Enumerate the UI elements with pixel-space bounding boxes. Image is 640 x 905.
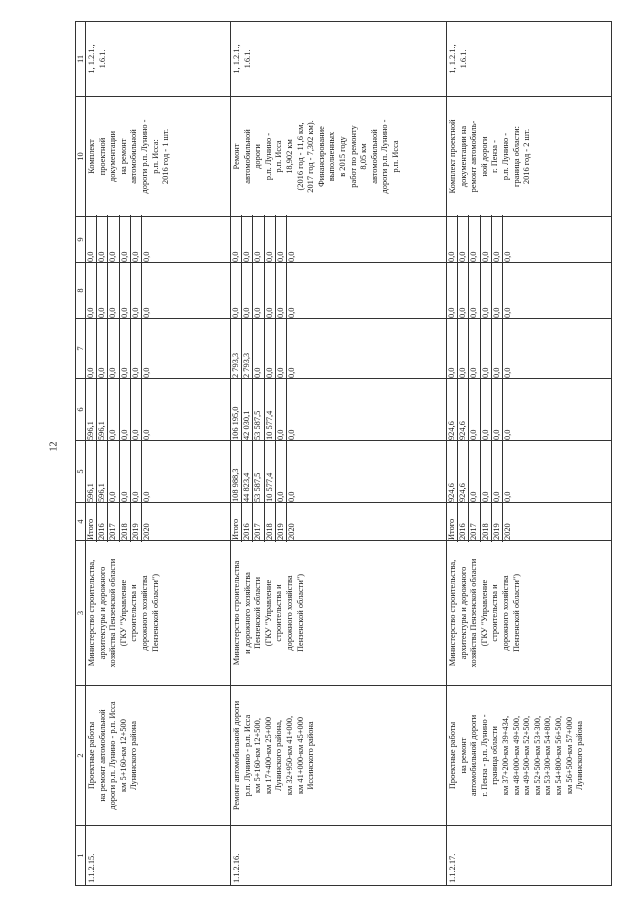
- expected-result-line: 2017 год - 7,302 км).: [306, 120, 316, 193]
- federal-budget-value: 0,0: [502, 367, 512, 378]
- local-budget-value: 0,0: [276, 261, 287, 320]
- executor-line: архитектуры и дорожного: [458, 566, 468, 660]
- executor-line: (ГКУ "Управление: [118, 579, 128, 647]
- federal-budget: [86, 319, 231, 379]
- federal-budget-value: 0,0: [253, 317, 264, 380]
- expected-result-line: документации на: [458, 125, 468, 188]
- measure-name-line: км 41+000-км 45+000: [295, 716, 305, 795]
- year-list-value: 2016: [97, 501, 108, 542]
- year-list-value: 2020: [286, 523, 296, 540]
- local-budget-value: 0,0: [120, 261, 131, 320]
- expected-result-line: дороги р.п. Лунино -: [139, 119, 149, 194]
- federal-budget-value: 0,0: [131, 317, 142, 380]
- year-list-value: 2020: [141, 523, 151, 540]
- total-funding-value: 0,0: [141, 491, 151, 502]
- year-list: [447, 503, 612, 541]
- executor: [447, 541, 612, 686]
- total-funding-value: 0,0: [131, 439, 142, 504]
- column-header: 4: [76, 503, 86, 541]
- indicator-links: [231, 22, 447, 97]
- measure-name-line: Лунинского района,: [274, 719, 284, 792]
- local-budget-value: 0,0: [108, 261, 119, 320]
- program-measures-table: [75, 21, 612, 886]
- total-funding-value: 924,6: [458, 439, 469, 504]
- expected-result-line: на ремонт: [118, 138, 128, 175]
- measure-name-line: Лунинского района: [129, 721, 139, 790]
- measure-name-line: км 5+160-км 12+500: [118, 719, 128, 792]
- year-list-value: 2017: [469, 501, 480, 542]
- local-budget: [231, 263, 447, 319]
- other-sources-value: 0,0: [469, 215, 480, 264]
- federal-budget-value: 0,0: [286, 367, 296, 378]
- year-list-value: 2019: [131, 501, 142, 542]
- executor: [231, 541, 447, 686]
- executor-line: (ГКУ "Управление: [479, 579, 489, 647]
- expected-result-line: 2016 год - 1 шт.: [161, 128, 171, 185]
- regional-budget-value: 0,0: [502, 429, 512, 440]
- other-sources-value: 0,0: [141, 251, 151, 262]
- expected-result-line: ной дороги: [479, 136, 489, 177]
- indicator-links-line: 1, 1.2.1.,: [232, 44, 241, 74]
- local-budget-value: 0,0: [481, 261, 492, 320]
- local-budget-value: 0,0: [242, 261, 253, 320]
- indicator-links-line: 1.6.1.: [242, 49, 252, 69]
- total-funding-value: 0,0: [481, 439, 492, 504]
- measure-name-line: км 56+500-км 57+000: [564, 716, 574, 795]
- total-funding: [447, 441, 612, 503]
- expected-result-line: р.п. Исса: [390, 140, 400, 173]
- other-sources: [86, 217, 231, 263]
- federal-budget-value: 0,0: [276, 317, 287, 380]
- other-sources: [447, 217, 612, 263]
- other-sources-value: 0,0: [242, 215, 253, 264]
- year-list-value: 2017: [253, 501, 264, 542]
- expected-result-line: дороги: [253, 144, 263, 169]
- executor-line: Министерство строительства,: [87, 559, 96, 667]
- regional-budget-value: 0,0: [481, 377, 492, 442]
- column-header: 1: [76, 826, 86, 886]
- regional-budget-value: 0,0: [492, 377, 503, 442]
- measure-name-line: на ремонт автомобильной: [97, 709, 107, 802]
- federal-budget-value: 2 793,3: [231, 317, 242, 380]
- column-header: 9: [76, 217, 86, 263]
- local-budget-value: 0,0: [253, 261, 264, 320]
- regional-budget: [86, 379, 231, 441]
- total-funding-value: 108 988,3: [231, 439, 242, 504]
- expected-result-line: Комплект: [87, 139, 96, 174]
- regional-budget-value: 42 030,1: [242, 377, 253, 442]
- expected-result-line: 18,902 км: [284, 139, 294, 174]
- expected-result-line: выполненных: [327, 131, 337, 182]
- local-budget-value: 0,0: [447, 261, 458, 320]
- federal-budget-value: 0,0: [458, 317, 469, 380]
- executor-line: Министерство строительства: [232, 560, 241, 666]
- expected-result-line: р.п. Лунино -: [500, 132, 510, 181]
- total-funding-value: 44 823,4: [242, 439, 253, 504]
- expected-result: [231, 97, 447, 217]
- year-list-value: 2020: [502, 523, 512, 540]
- expected-result-line: работ по ремонту: [348, 125, 358, 188]
- federal-budget-value: 0,0: [492, 317, 503, 380]
- other-sources-value: 0,0: [481, 215, 492, 264]
- regional-budget-value: 10 577,4: [265, 377, 276, 442]
- executor-line: Пензенской области"): [150, 573, 160, 653]
- indicator-links: [447, 22, 612, 97]
- column-header: 11: [76, 22, 86, 97]
- year-list-value: Итого: [447, 501, 458, 542]
- federal-budget-value: 0,0: [469, 317, 480, 380]
- regional-budget-value: 53 587,5: [253, 377, 264, 442]
- other-sources-value: 0,0: [447, 215, 458, 264]
- federal-budget-value: 0,0: [86, 317, 97, 380]
- measure-name-line: Проектные работы: [87, 721, 96, 790]
- column-header: 10: [76, 97, 86, 217]
- expected-result-line: в 2015 году: [337, 136, 347, 177]
- regional-budget-value: 106 195,0: [231, 377, 242, 442]
- year-list: [86, 503, 231, 541]
- total-funding-value: 596,1: [97, 439, 108, 504]
- measure-name-line: км 49+500-км 52+500,: [522, 715, 532, 796]
- federal-budget-value: 0,0: [265, 317, 276, 380]
- local-budget-value: 0,0: [469, 261, 480, 320]
- measure-name-line: км 32+950-км 41+000,: [284, 715, 294, 796]
- expected-result-line: дороги р.п. Лунино -: [380, 119, 390, 194]
- measure-name-line: км 54+800-км 56+500,: [553, 715, 563, 796]
- local-budget-value: 0,0: [502, 307, 512, 318]
- measure-name-line: р.п. Лунино - р.п. Исса: [242, 714, 252, 797]
- executor-line: дорожного хозяйства: [500, 575, 510, 651]
- rotated-table-frame: [75, 22, 621, 886]
- local-budget-value: 0,0: [131, 261, 142, 320]
- expected-result-line: (2016 год - 11,6 км,: [295, 122, 305, 191]
- indicator-links-line: 1, 1.2.1.,: [87, 44, 96, 74]
- regional-budget-value: 0,0: [108, 377, 119, 442]
- year-list-value: 2018: [265, 501, 276, 542]
- expected-result-line: Финансирование: [316, 126, 326, 187]
- other-sources-value: 0,0: [286, 251, 296, 262]
- local-budget: [447, 263, 612, 319]
- regional-budget-value: 0,0: [276, 377, 287, 442]
- expected-result-line: документации: [108, 131, 118, 182]
- local-budget-value: 0,0: [97, 261, 108, 320]
- executor: [86, 541, 231, 686]
- measure-name-line: на ремонт: [458, 737, 468, 774]
- measure-name-line: г. Пенза - р.п. Лунино -: [479, 714, 489, 797]
- expected-result-line: р.п. Исса: [274, 140, 284, 173]
- other-sources-value: 0,0: [131, 215, 142, 264]
- regional-budget-value: 0,0: [469, 377, 480, 442]
- column-header: 7: [76, 319, 86, 379]
- year-list-value: 2017: [108, 501, 119, 542]
- other-sources-value: 0,0: [86, 215, 97, 264]
- other-sources-value: 0,0: [108, 215, 119, 264]
- year-list-value: 2018: [120, 501, 131, 542]
- year-list-value: 2016: [242, 501, 253, 542]
- executor-line: строительства и: [490, 584, 500, 642]
- measure-name-line: км 37+200-км 39+434,: [500, 715, 510, 796]
- total-funding-value: 0,0: [286, 491, 296, 502]
- expected-result-line: Комплект проектной: [448, 119, 457, 194]
- measure-name-line: граница области: [490, 726, 500, 785]
- year-list-value: Итого: [86, 501, 97, 542]
- indicator-links-line: 1, 1.2.1.,: [448, 44, 457, 74]
- other-sources-value: 0,0: [120, 215, 131, 264]
- regional-budget-value: 0,0: [131, 377, 142, 442]
- other-sources-value: 0,0: [276, 215, 287, 264]
- column-header: 3: [76, 541, 86, 686]
- other-sources: [231, 217, 447, 263]
- measure-name-line: дороги р.п. Лунино - р.п. Исса: [108, 701, 118, 810]
- year-list: [231, 503, 447, 541]
- year-list-value: 2019: [492, 501, 503, 542]
- table-row: [86, 22, 231, 886]
- expected-result-line: Ремонт: [232, 143, 241, 170]
- measure-name-line: Иссинского района: [306, 721, 316, 790]
- total-funding-value: 0,0: [502, 491, 512, 502]
- local-budget-value: 0,0: [231, 261, 242, 320]
- measure-name-line: км 53+300-км 54+800,: [543, 715, 553, 796]
- measure-name-line: км 52+500-км 53+300,: [532, 715, 542, 796]
- executor-line: Министерство строительства,: [448, 559, 457, 667]
- local-budget-value: 0,0: [286, 307, 296, 318]
- expected-result-line: 8,05 км: [359, 143, 369, 170]
- expected-result-line: р.п. Лунино -: [263, 132, 273, 181]
- measure-name: [447, 686, 612, 826]
- federal-budget: [447, 319, 612, 379]
- measure-name-line: автомобильной дороги: [469, 714, 479, 797]
- federal-budget-value: 2 793,3: [242, 317, 253, 380]
- total-funding: [231, 441, 447, 503]
- page-number: 12: [48, 441, 60, 452]
- executor-line: архитектуры и дорожного: [97, 566, 107, 660]
- table-row: [447, 22, 612, 886]
- federal-budget-value: 0,0: [447, 317, 458, 380]
- year-list-value: 2018: [481, 501, 492, 542]
- federal-budget: [231, 319, 447, 379]
- header-row: [76, 22, 86, 886]
- executor-line: Пензенской области"): [295, 573, 305, 653]
- expected-result-line: проектной: [97, 137, 107, 176]
- column-header: 8: [76, 263, 86, 319]
- local-budget-value: 0,0: [265, 261, 276, 320]
- regional-budget-value: 924,6: [458, 377, 469, 442]
- expected-result-line: автомобильной: [242, 129, 252, 184]
- table-container: [75, 22, 621, 886]
- federal-budget-value: 0,0: [120, 317, 131, 380]
- regional-budget-value: 596,1: [86, 377, 97, 442]
- executor-line: и дорожного хозяйства: [242, 572, 252, 654]
- measure-name-line: Лунинского района: [575, 721, 585, 790]
- expected-result-line: автомобильной: [129, 129, 139, 184]
- total-funding-value: 0,0: [120, 439, 131, 504]
- executor-line: дорожного хозяйства: [139, 575, 149, 651]
- federal-budget-value: 0,0: [108, 317, 119, 380]
- column-header: 5: [76, 441, 86, 503]
- measure-name-line: км 48+000-км 49+500,: [511, 715, 521, 796]
- executor-line: (ГКУ "Управление: [263, 579, 273, 647]
- table-row: [231, 22, 447, 886]
- local-budget-value: 0,0: [492, 261, 503, 320]
- local-budget-value: 0,0: [86, 261, 97, 320]
- measure-name-line: км 5+160-км 12+500,: [253, 718, 263, 793]
- regional-budget-value: 0,0: [120, 377, 131, 442]
- local-budget-value: 0,0: [141, 307, 151, 318]
- total-funding-value: 596,1: [86, 439, 97, 504]
- executor-line: строительства и: [274, 584, 284, 642]
- item-number: 1.1.2.16.: [231, 826, 447, 886]
- other-sources-value: 0,0: [458, 215, 469, 264]
- measure-name-line: Проектные работы: [448, 721, 457, 790]
- item-number: 1.1.2.17.: [447, 826, 612, 886]
- regional-budget-value: 0,0: [141, 429, 151, 440]
- column-header: 2: [76, 686, 86, 826]
- federal-budget-value: 0,0: [97, 317, 108, 380]
- total-funding-value: 53 587,5: [253, 439, 264, 504]
- expected-result-line: граница области:: [511, 126, 521, 187]
- expected-result-line: г. Пенза -: [490, 140, 500, 173]
- regional-budget: [231, 379, 447, 441]
- measure-name-line: Ремонт автомобильной дороги: [232, 700, 241, 811]
- total-funding-value: 0,0: [276, 439, 287, 504]
- total-funding-value: 0,0: [108, 439, 119, 504]
- other-sources-value: 0,0: [253, 215, 264, 264]
- year-list-value: Итого: [231, 501, 242, 542]
- executor-line: Пензенской области"): [511, 573, 521, 653]
- regional-budget-value: 0,0: [286, 429, 296, 440]
- measure-name-line: км 17+400-км 25+000: [263, 716, 273, 795]
- total-funding-value: 0,0: [469, 439, 480, 504]
- measure-name: [231, 686, 447, 826]
- column-header: 6: [76, 379, 86, 441]
- indicator-links-line: 1.6.1.: [97, 49, 107, 69]
- expected-result: [447, 97, 612, 217]
- measure-name: [86, 686, 231, 826]
- executor-line: хозяйства Пензенской области: [469, 558, 479, 668]
- executor-line: Пензенской области: [253, 577, 263, 649]
- expected-result-line: р.п. Исса:: [150, 139, 160, 174]
- executor-line: дорожного хозяйства: [284, 575, 294, 651]
- year-list-value: 2016: [458, 501, 469, 542]
- regional-budget-value: 596,1: [97, 377, 108, 442]
- federal-budget-value: 0,0: [141, 367, 151, 378]
- expected-result-line: ремонт автомобиль-: [469, 120, 479, 193]
- total-funding: [86, 441, 231, 503]
- other-sources-value: 0,0: [492, 215, 503, 264]
- local-budget: [86, 263, 231, 319]
- total-funding-value: 0,0: [492, 439, 503, 504]
- other-sources-value: 0,0: [265, 215, 276, 264]
- indicator-links: [86, 22, 231, 97]
- other-sources-value: 0,0: [97, 215, 108, 264]
- regional-budget: [447, 379, 612, 441]
- expected-result-line: 2016 год - 2 шт.: [522, 128, 532, 185]
- executor-line: строительства и: [129, 584, 139, 642]
- total-funding-value: 924,6: [447, 439, 458, 504]
- expected-result: [86, 97, 231, 217]
- year-list-value: 2019: [276, 501, 287, 542]
- federal-budget-value: 0,0: [481, 317, 492, 380]
- expected-result-line: автомобильной: [369, 129, 379, 184]
- executor-line: хозяйства Пензенской области: [108, 558, 118, 668]
- other-sources-value: 0,0: [502, 251, 512, 262]
- indicator-links-line: 1.6.1.: [458, 49, 468, 69]
- other-sources-value: 0,0: [231, 215, 242, 264]
- total-funding-value: 10 577,4: [265, 439, 276, 504]
- local-budget-value: 0,0: [458, 261, 469, 320]
- regional-budget-value: 924,6: [447, 377, 458, 442]
- item-number: 1.1.2.15.: [86, 826, 231, 886]
